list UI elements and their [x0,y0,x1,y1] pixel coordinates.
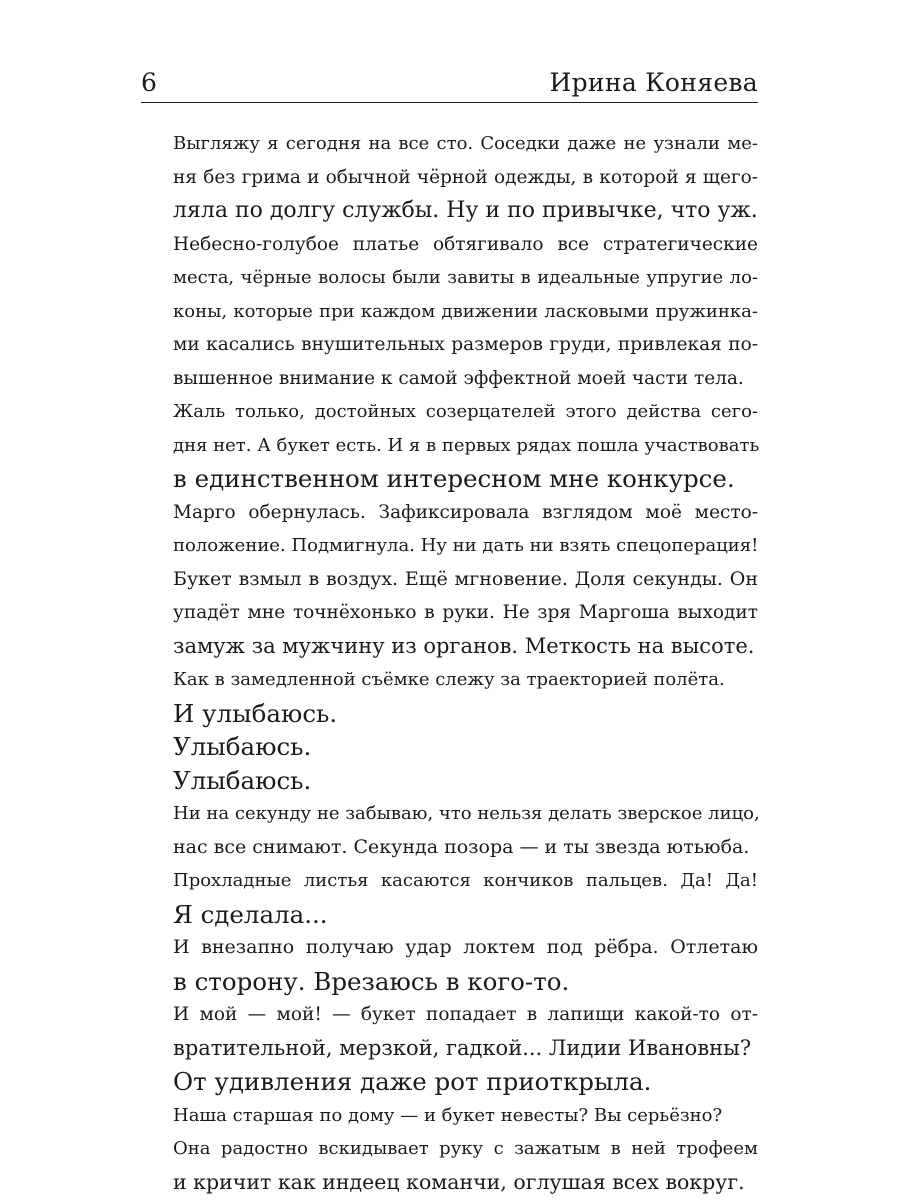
paragraph [141,496,758,664]
paragraph [141,797,758,864]
text-line: замуж за мужчину из органов. Меткость на высоте. [173,633,755,658]
text-line: в единственном интересном мне конкурсе. [173,464,735,493]
text-line: Небесно-голубое платье обтягивало все стратегические [173,233,758,255]
page-number: 6 [141,68,157,97]
text-line: Улыбаюсь. [173,765,312,795]
paragraph [141,998,758,1065]
text-line: дня нет. А букет есть. И я в первых рядах пошла участвовать [173,434,760,456]
text-line: Прохладные листья касаются кончиков пальцев. Да! Да! [173,870,758,891]
paragraph [141,395,758,496]
text-line: Я сделала... [173,899,328,929]
paragraph [141,931,758,998]
paragraph [141,663,758,697]
text-line: Ни на секунду не забываю, что нельзя делать зверское лицо, [173,803,760,824]
paragraph [141,1065,758,1099]
paragraph [141,730,758,764]
author-name: Ирина Коняева [549,68,758,97]
text-line: ми касались внушительных размеров груди, привлекая по- [173,334,758,355]
text-line: И мой — мой! — букет попадает в лапищи какой-то от- [173,1004,758,1025]
text-line: Марго обернулась. Зафиксировала взглядом моё место- [173,501,758,523]
text-line: ляла по долгу службы. Ну и по привычке, что уж. [173,198,758,223]
paragraph [141,127,758,228]
paragraph [141,864,758,931]
text-line: нас все снимают. Секунда позора — и ты звезда ютьюба. [173,835,750,858]
text-line: Как в замедленной съёмке слежу за траекторией полёта. [173,669,725,690]
text-line: положение. Подмигнула. Ну ни дать ни взять спецоперация! [173,535,759,556]
text-line: и кричит как индеец команчи, оглушая всех вокруг. [173,1169,745,1194]
text-line: места, чёрные волосы были завиты в идеальные упругие ло- [173,267,758,288]
text-line: упадёт мне точнёхонько в руки. Не зря Маргоша выходит [173,602,758,623]
paragraph [141,228,758,396]
text-line: Улыбаюсь. [173,732,312,761]
text-line: ня без грима и обычной чёрной одежды, в которой я щего- [173,166,758,188]
text-line: Выгляжу я сегодня на все сто. Соседки даже не узнали ме- [173,133,758,154]
paragraph [141,1099,758,1133]
text-line: Букет взмыл в воздух. Ещё мгновение. Доля секунды. Он [173,567,758,590]
text-line: От удивления даже рот приоткрыла. [173,1067,652,1096]
text-line: вышенное внимание к самой эффектной моей части тела. [173,367,744,389]
text-line: Наша старшая по дому — и букет невесты? Вы серьёзно? [173,1104,723,1126]
paragraph [141,764,758,798]
paragraph [141,697,758,731]
text-line: И внезапно получаю удар локтем под рёбра. Отлетаю [173,936,758,958]
running-header [141,66,758,103]
paragraph [141,1132,758,1199]
body-text [141,127,758,1199]
text-line: коны, которые при каждом движении ласковыми пружинка- [173,300,758,322]
text-line: И улыбаюсь. [173,698,338,728]
text-line: вратительной, мерзкой, гадкой... Лидии Ивановны? [173,1035,752,1060]
text-line: в сторону. Врезаюсь в кого-то. [173,966,570,996]
text-line: Жаль только, достойных созерцателей этого действа сего- [173,401,758,422]
text-line: Она радостно вскидывает руку с зажатым в ней трофеем [173,1138,758,1159]
